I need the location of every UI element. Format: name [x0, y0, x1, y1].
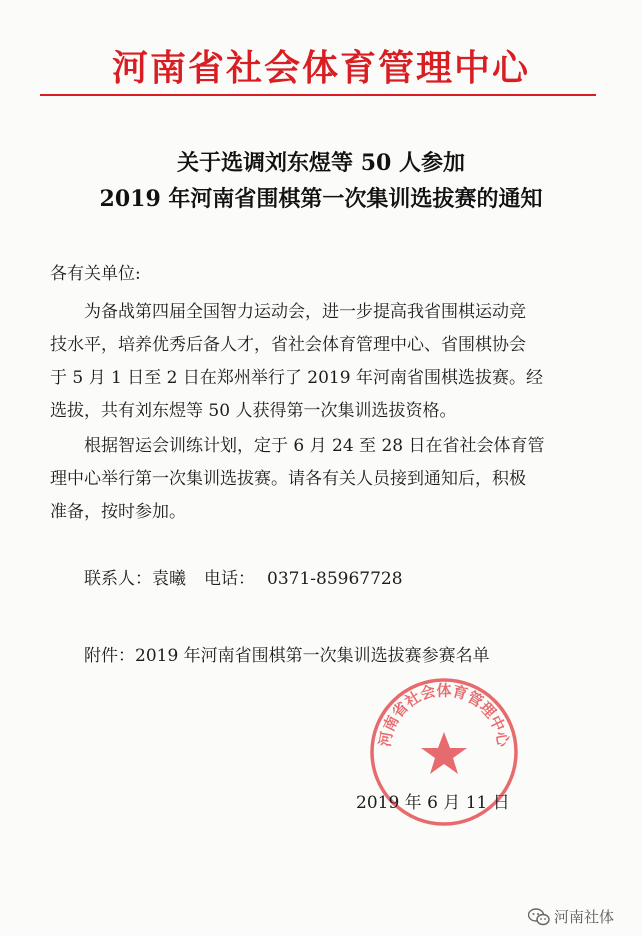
doc-title-line-2: 2019 年河南省围棋第一次集训选拔赛的通知	[99, 186, 543, 212]
header-red-rule	[40, 94, 596, 96]
paragraph-2	[50, 430, 598, 529]
contact-phone-label: 电话：	[204, 569, 255, 589]
watermark-text: 河南社体	[554, 908, 615, 926]
contact-info	[84, 564, 403, 589]
contact-person-label: 联系人：	[84, 569, 152, 589]
paragraph-2-line: 理中心举行第一次集训选拔赛。请各有关人员接到通知后，积极	[50, 469, 526, 489]
paragraph-1	[50, 296, 598, 428]
contact-person-name: 袁曦	[152, 569, 186, 589]
contact-phone: 0371-85967728	[267, 569, 403, 589]
salutation: 各有关单位:	[50, 264, 141, 284]
source-watermark	[528, 906, 614, 927]
seal-star-icon	[421, 732, 467, 774]
doc-title-line-1: 关于选调刘东煜等 50 人参加	[177, 150, 465, 176]
paragraph-1-line: 选拔，共有刘东煜等 50 人获得第一次集训选拔资格。	[50, 401, 457, 421]
paragraph-1-line: 于 5 月 1 日至 2 日在郑州举行了 2019 年河南省围棋选拔赛。经	[50, 368, 543, 388]
wechat-icon	[528, 908, 550, 926]
paragraph-2-line: 根据智运会训练计划，定于 6 月 24 至 28 日在省社会体育管	[84, 436, 545, 456]
paragraph-1-line: 技水平，培养优秀后备人才，省社会体育管理中心、省围棋协会	[50, 335, 526, 355]
attachment-note: 附件：2019 年河南省围棋第一次集训选拔赛参赛名单	[84, 646, 490, 666]
org-header-title: 河南省社会体育管理中心	[111, 48, 530, 89]
paragraph-1-line: 为备战第四届全国智力运动会，进一步提高我省围棋运动竞	[84, 302, 526, 322]
paragraph-2-line: 准备，按时参加。	[50, 502, 186, 522]
seal-text: 河南省社会体育管理中心	[375, 681, 513, 749]
issue-date: 2019 年 6 月 11 日	[356, 793, 510, 813]
